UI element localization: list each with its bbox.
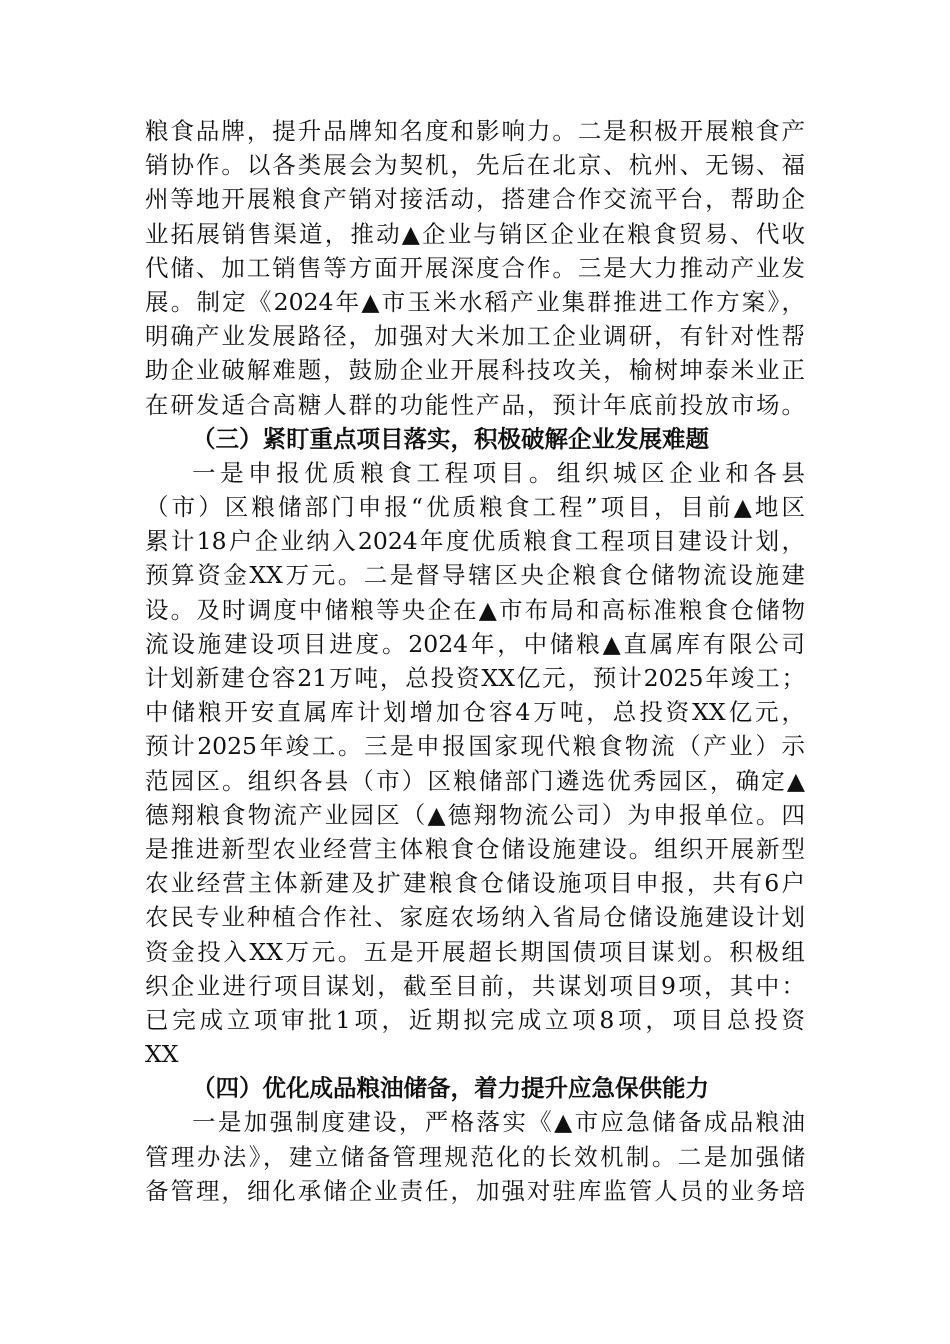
text-line: 是推进新型农业经营主体粮食仓储设施建设。组织开展新型 [145, 834, 805, 863]
text-line: 德翔粮食物流产业园区（▲德翔物流公司）为申报单位。四 [145, 800, 805, 829]
text-line: 业拓展销售渠道，推动▲企业与销区企业在粮食贸易、代收 [145, 219, 805, 248]
text-line: 流设施建设项目进度。2024年，中储粮▲直属库有限公司 [145, 629, 805, 658]
document-body [145, 114, 805, 1208]
text-line: 一是申报优质粮食工程项目。组织城区企业和各县 [192, 458, 805, 487]
text-line: 农民专业种植合作社、家庭农场纳入省局仓储设施建设计划 [145, 903, 805, 932]
text-line: 资金投入XX万元。五是开展超长期国债项目谋划。积极组 [145, 937, 805, 966]
text-line: 农业经营主体新建及扩建粮食仓储设施项目申报，共有6户 [145, 869, 805, 898]
text-line: 中储粮开安直属库计划增加仓容4万吨，总投资XX亿元， [145, 698, 805, 727]
text-line: 销协作。以各类展会为契机，先后在北京、杭州、无锡、福 [145, 151, 805, 180]
text-line: 粮食品牌，提升品牌知名度和影响力。二是积极开展粮食产 [145, 117, 805, 145]
text-line: XX [145, 1040, 179, 1069]
text-line: 一是加强制度建设，严格落实《▲市应急储备成品粮油 [192, 1108, 805, 1137]
text-line: 展。制定《2024年▲市玉米水稻产业集群推进工作方案》， [145, 287, 805, 316]
text-line: 预计2025年竣工。三是申报国家现代粮食物流（产业）示 [145, 732, 805, 761]
text-line: 累计18户企业纳入2024年度优质粮食工程项目建设计划， [145, 527, 805, 556]
text-line: （市）区粮储部门申报“优质粮食工程”项目，目前▲地区 [145, 493, 805, 522]
text-line: 织企业进行项目谋划，截至目前，共谋划项目9项，其中： [145, 971, 805, 1000]
text-line: 管理办法》，建立储备管理规范化的长效机制。二是加强储 [145, 1142, 805, 1171]
text-line: 助企业破解难题，鼓励企业开展科技攻关，榆树坤泰米业正 [145, 356, 805, 385]
text-line: 预算资金XX万元。二是督导辖区央企粮食仓储物流设施建 [145, 561, 805, 590]
section-heading-3: （三）紧盯重点项目落实，积极破解企业发展难题 [192, 424, 709, 453]
text-line: 已完成立项审批1项，近期拟完成立项8项，项目总投资 [145, 1005, 805, 1034]
text-line: 在研发适合高糖人群的功能性产品，预计年底前投放市场。 [145, 390, 805, 419]
text-line: 明确产业发展路径，加强对大米加工企业调研，有针对性帮 [145, 322, 805, 351]
text-line: 代储、加工销售等方面开展深度合作。三是大力推动产业发 [145, 253, 805, 282]
text-line: 备管理，细化承储企业责任，加强对驻库监管人员的业务培 [145, 1176, 805, 1205]
text-line: 设。及时调度中储粮等央企在▲市布局和高标准粮食仓储物 [145, 595, 805, 624]
text-line: 计划新建仓容21万吨，总投资XX亿元，预计2025年竣工； [145, 664, 805, 692]
section-heading-4: （四）优化成品粮油储备，着力提升应急保供能力 [192, 1074, 709, 1103]
text-line: 州等地开展粮食产销对接活动，搭建合作交流平台，帮助企 [145, 185, 805, 214]
text-line: 范园区。组织各县（市）区粮储部门遴选优秀园区，确定▲ [145, 766, 805, 795]
